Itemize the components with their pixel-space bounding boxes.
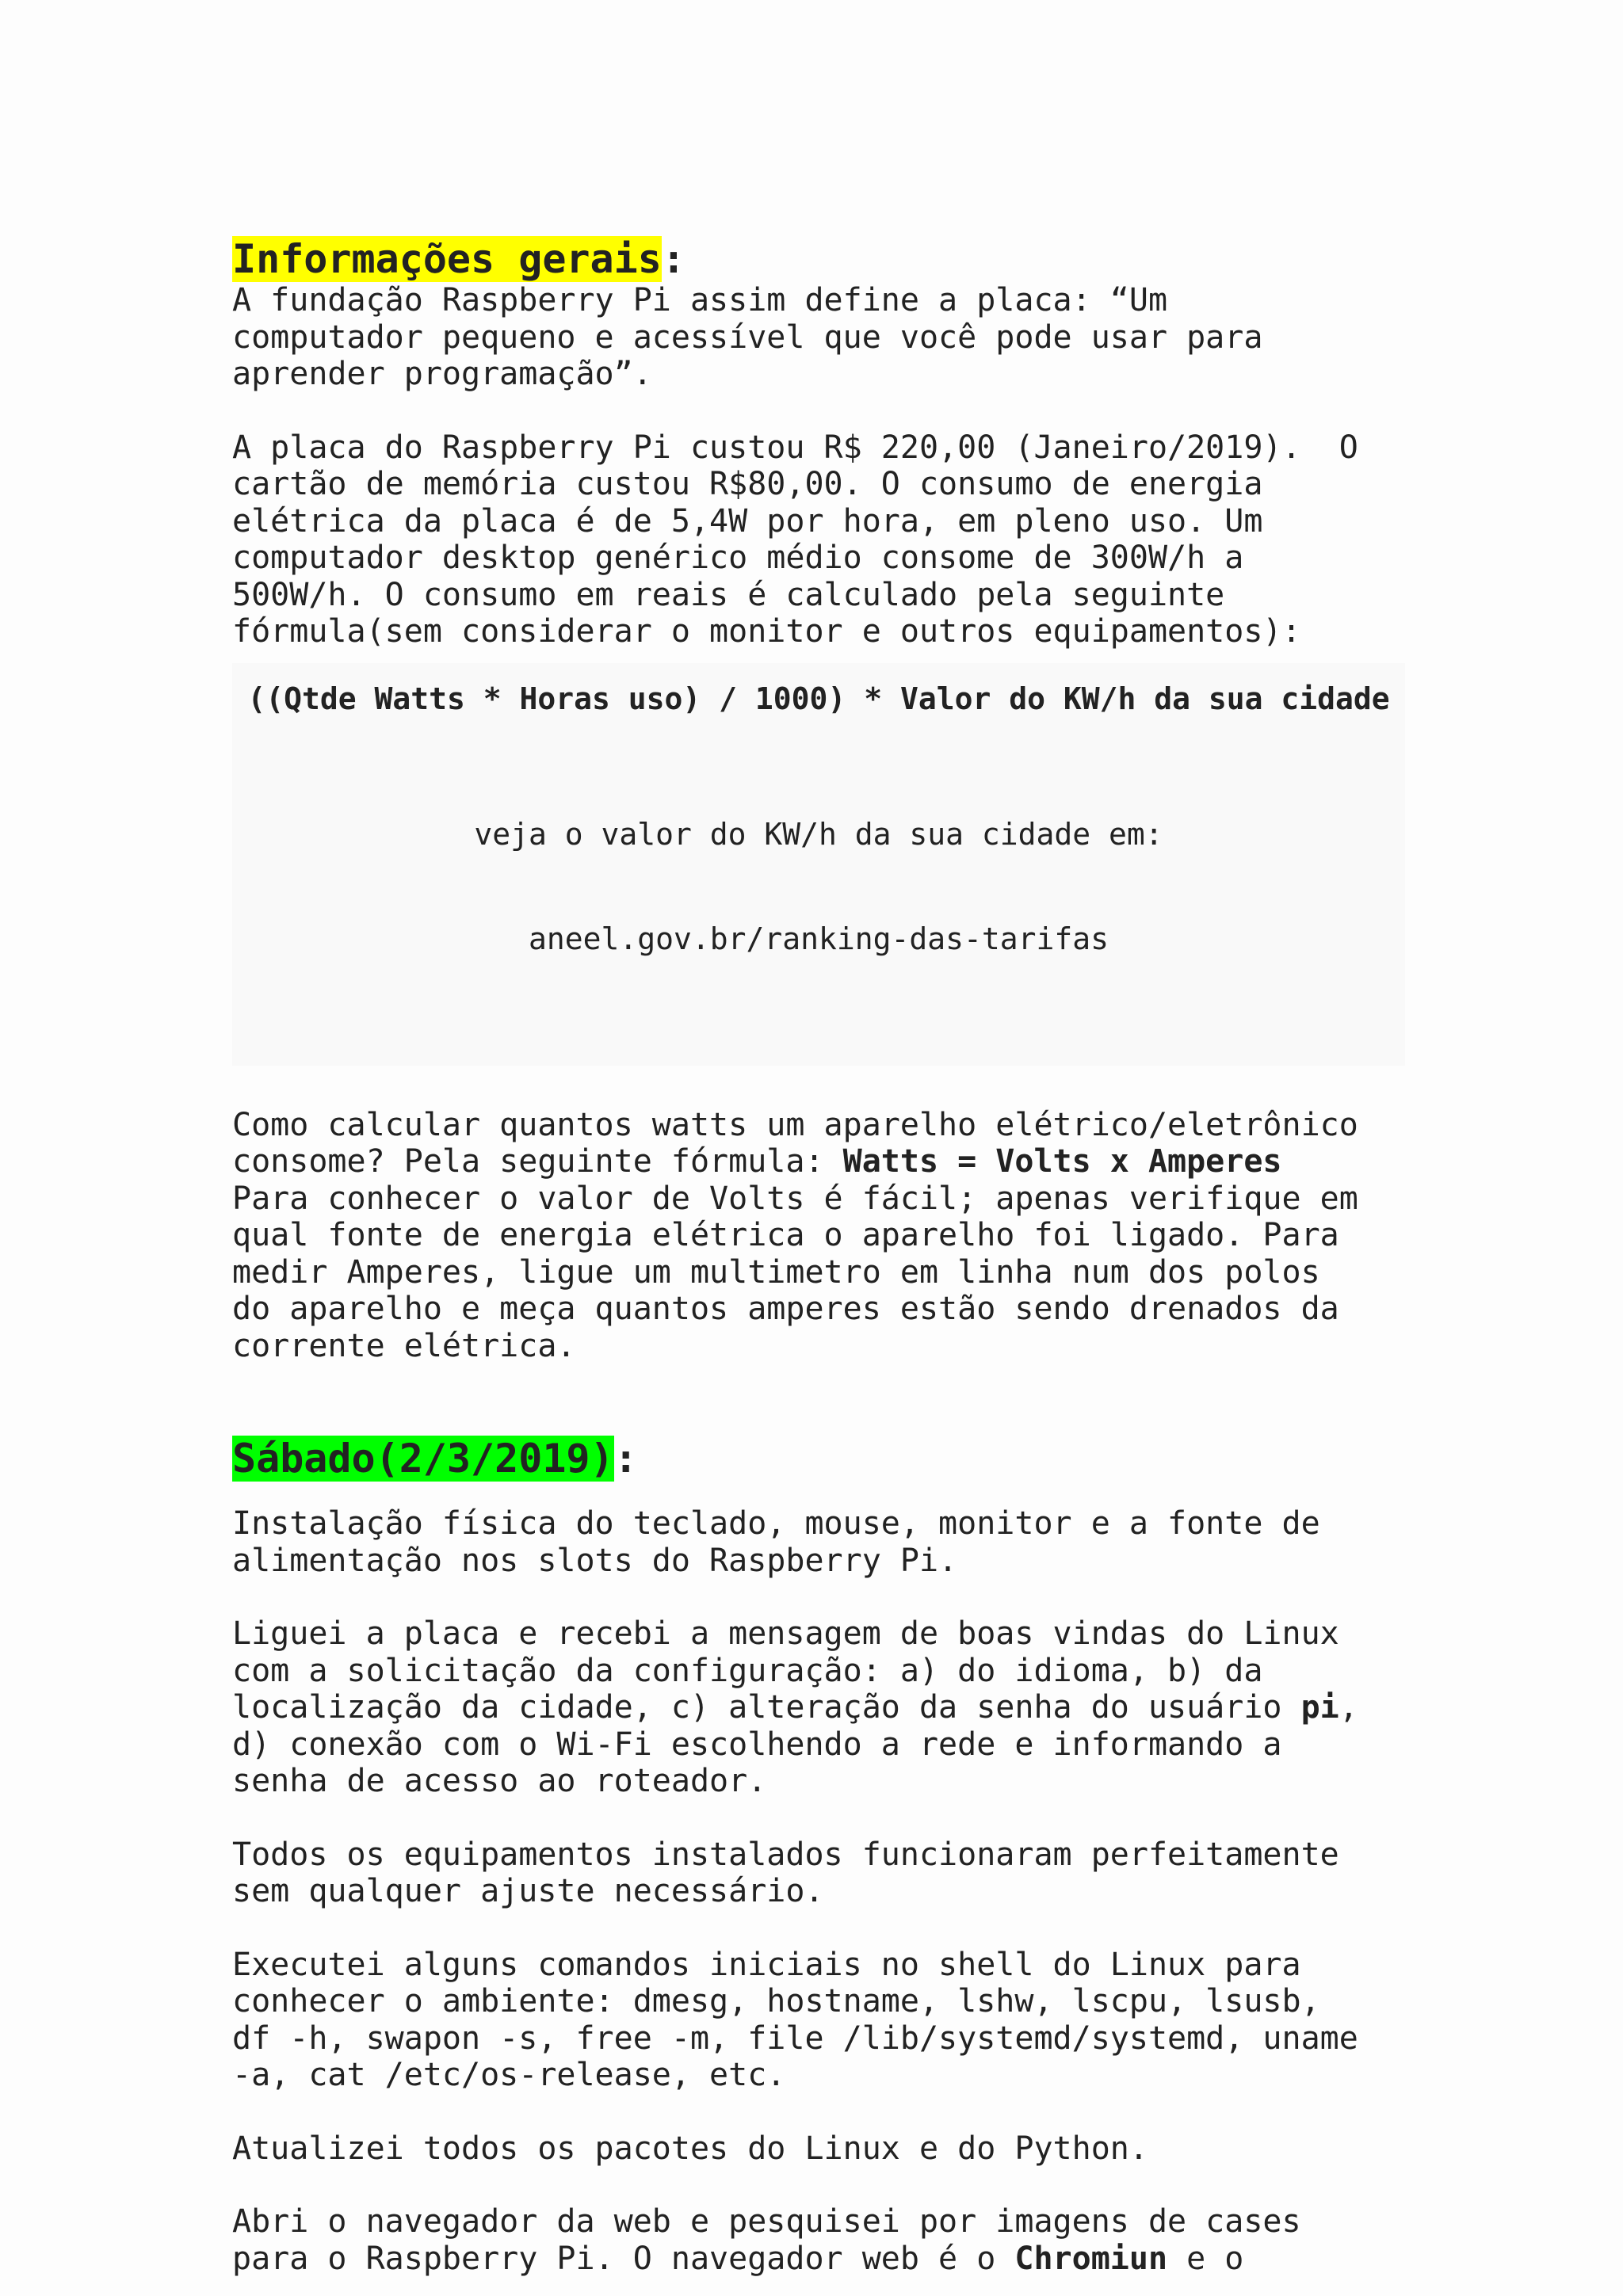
costs-paragraph: A placa do Raspberry Pi custou R$ 220,00 (Janeiro/2019). O cartão de memória custou R$80,00. O consumo de energia elétrica da placa é de 5,4W por hora, em pleno uso. Um computador desktop genérico médio consome de 300W/h a 500W/h. O consumo em reais é calculado pela seguinte fórmula(sem considerar o monitor e outros equipamentos): xyxy=(232,429,1358,650)
setup-paragraph: Liguei a placa e recebi a mensagem de boas vindas do Linux com a solicitação da configuração: a) do idioma, b) da localização da cidade, c) alteração da senha do usuário pi, d) conexão com o Wi-Fi escolhendo a rede e informando a senha de acesso ao roteador. xyxy=(232,1615,1358,1799)
section-heading-sabado: Sábado(2/3/2019): xyxy=(232,1436,638,1482)
section-heading-informacoes: Informações gerais: xyxy=(232,236,685,282)
aneel-link-text: aneel.gov.br/ranking-das-tarifas xyxy=(528,921,1109,956)
heading-highlight: Sábado(2/3/2019) xyxy=(232,1436,614,1482)
update-paragraph: Atualizei todos os pacotes do Linux e do Python. xyxy=(232,2130,1148,2167)
equipment-paragraph: Todos os equipamentos instalados funcionaram perfeitamente sem qualquer ajuste necessário. xyxy=(232,1836,1339,1909)
page-content xyxy=(232,236,1405,2277)
formula-box xyxy=(232,663,1405,1066)
browser-paragraph: Abri o navegador da web e pesquisei por imagens de cases para o Raspberry Pi. O navegador web é o Chromiun e o xyxy=(232,2203,1301,2277)
aneel-note: veja o valor do KW/h da sua cidade em: aneel.gov.br/ranking-das-tarifas xyxy=(232,747,1405,1026)
commands-paragraph: Executei alguns comandos iniciais no shell do Linux para conhecer o ambiente: dmesg, hostname, lshw, lscpu, lsusb, df -h, swapon -s, free -m, file /lib/systemd/systemd, uname -a, cat /etc/os-release, etc. xyxy=(232,1946,1358,2093)
watts-formula: Watts = Volts x Amperes xyxy=(842,1143,1282,1180)
installation-paragraph: Instalação física do teclado, mouse, monitor e a fonte de alimentação nos slots do Raspberry Pi. xyxy=(232,1505,1320,1579)
energy-cost-formula: ((Qtde Watts * Horas uso) / 1000) * Valor do KW/h da sua cidade xyxy=(247,681,1390,716)
intro-paragraph: A fundação Raspberry Pi assim define a placa: “Um computador pequeno e acessível que você pode usar para aprender programação”. xyxy=(232,282,1263,392)
username-pi: pi xyxy=(1300,1689,1339,1726)
browser-name: Chromiun xyxy=(1014,2240,1168,2277)
watts-paragraph: Como calcular quantos watts um aparelho elétrico/eletrônico consome? Pela seguinte fórmula: Watts = Volts x Amperes Para conhecer o valor de Volts é fácil; apenas verifique em qual fonte de energia elétrica o aparelho foi ligado. Para medir Amperes, ligue um multimetro em linha num dos polos do aparelho e meça quantos amperes estão sendo drenados da corrente elétrica. xyxy=(232,1106,1358,1364)
heading-highlight: Informações gerais xyxy=(232,236,662,282)
